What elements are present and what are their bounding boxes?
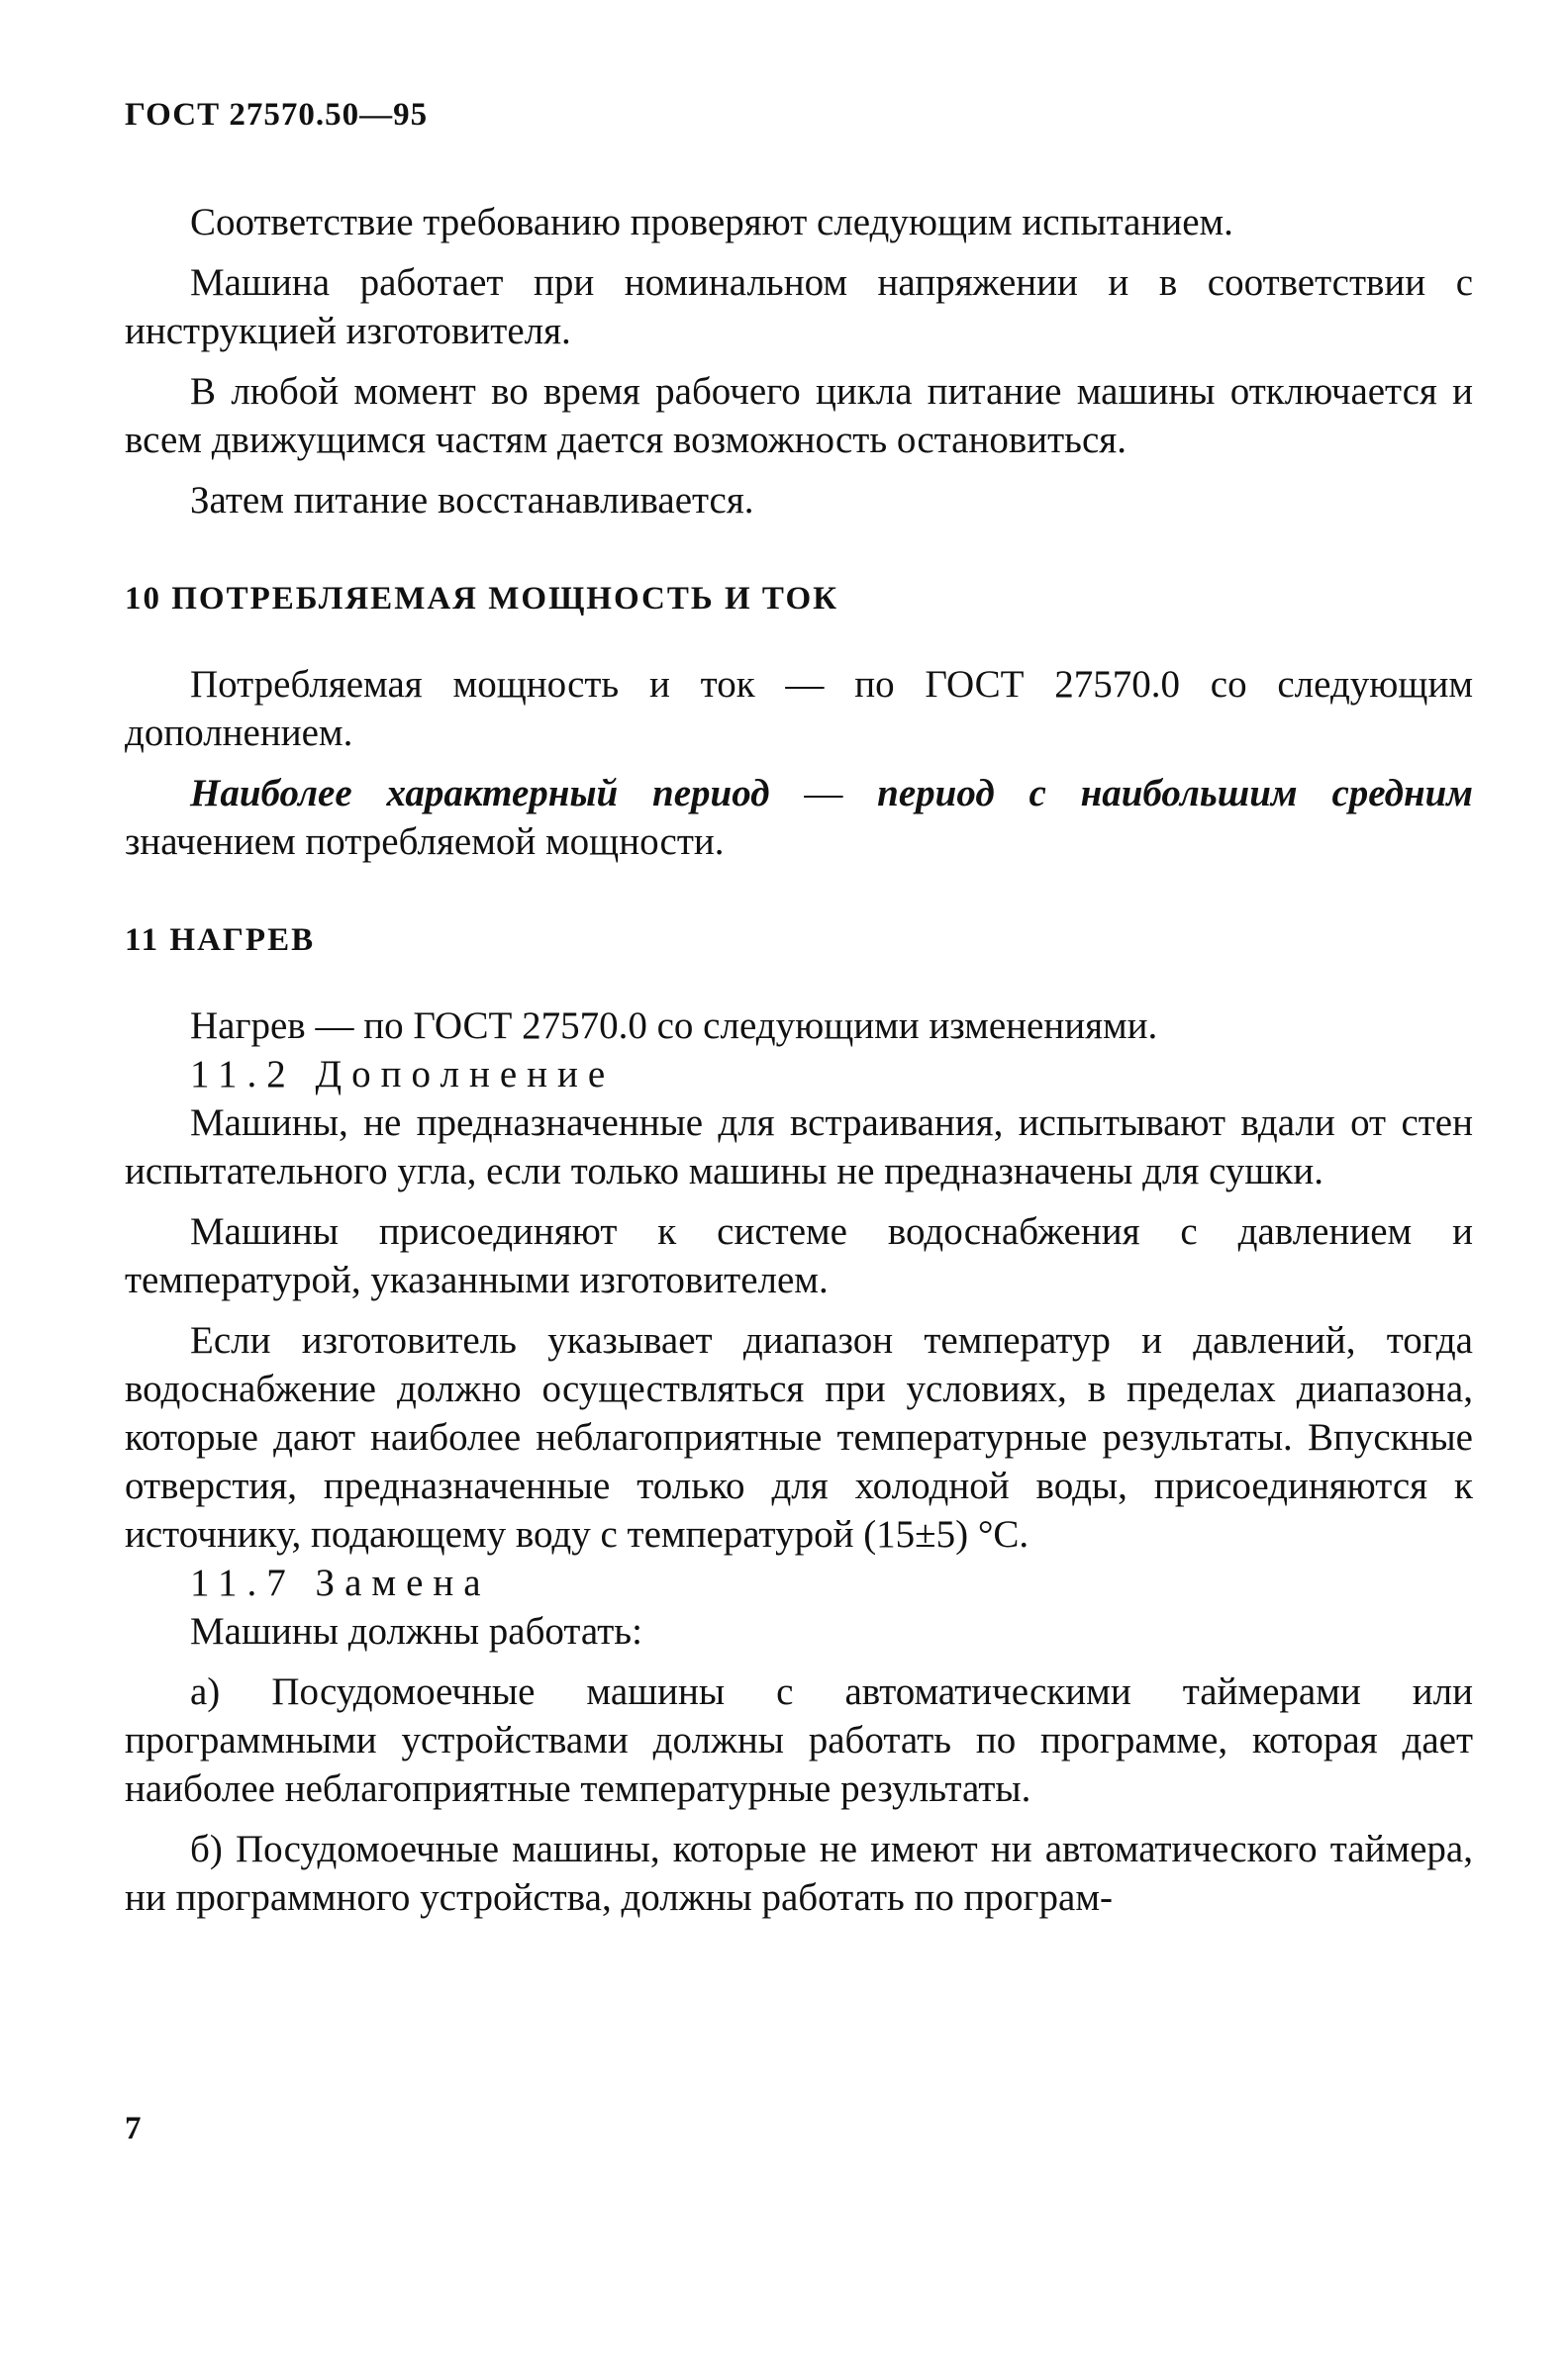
defined-term: Наиболее характерный период xyxy=(190,772,770,814)
page-content xyxy=(125,198,1473,1922)
paragraph: Затем питание восстанавливается. xyxy=(190,479,754,522)
section-heading-10: 10 ПОТРЕБЛЯЕМАЯ МОЩНОСТЬ И ТОК xyxy=(125,581,839,617)
clause-heading-11-2: 11.2 Дополнение xyxy=(190,1053,616,1095)
paragraph: В любой момент во время рабочего цикла питание машины отключается и всем движущимся частям дается возможность остановиться. xyxy=(125,370,1473,461)
definition-paragraph xyxy=(125,769,1473,866)
definition-dash: — xyxy=(769,772,878,814)
paragraph: Машины присоединяют к системе водоснабжения с давлением и температурой, указанными изготовителем. xyxy=(125,1210,1473,1301)
paragraph: Если изготовитель указывает диапазон температур и давлений, тогда водоснабжение должно осуществляться при условиях, в пределах диапазона, которые дают наиболее неблагоприятные температурные результаты. Впускные отверстия, предназначенные только для холодной воды, присоединяются к источнику, подающему воду с температурой (15±5) °С. xyxy=(125,1319,1473,1556)
definition-text: период с наибольшим средним xyxy=(877,772,1474,814)
document-code-header: ГОСТ 27570.50—95 xyxy=(125,97,429,133)
list-item: б) Посудомоечные машины, которые не имеют ни автоматического таймера, ни программного устройства, должны работать по програм- xyxy=(125,1828,1473,1919)
paragraph: Нагрев — по ГОСТ 27570.0 со следующими изменениями. xyxy=(190,1004,1158,1047)
definition-rest: значением потребляемой мощности. xyxy=(125,820,725,863)
paragraph: Машина работает при номинальном напряжении и в соответствии с инструкцией изготовителя. xyxy=(125,261,1473,352)
page-number: 7 xyxy=(125,2111,142,2146)
paragraph: Потребляемая мощность и ток — по ГОСТ 27570.0 со следующим дополнением. xyxy=(125,663,1473,754)
section-heading-11: 11 НАГРЕВ xyxy=(125,922,316,958)
paragraph: Машины должны работать: xyxy=(190,1610,642,1653)
paragraph: Соответствие требованию проверяют следующим испытанием. xyxy=(190,201,1233,243)
clause-heading-11-7: 11.7 Замена xyxy=(190,1562,491,1604)
paragraph: Машины, не предназначенные для встраивания, испытывают вдали от стен испытательного угла, если только машины не предназначены для сушки. xyxy=(125,1101,1473,1192)
list-item: а) Посудомоечные машины с автоматическими таймерами или программными устройствами должны работать по программе, которая дает наиболее неблагоприятные температурные результаты. xyxy=(125,1670,1473,1810)
